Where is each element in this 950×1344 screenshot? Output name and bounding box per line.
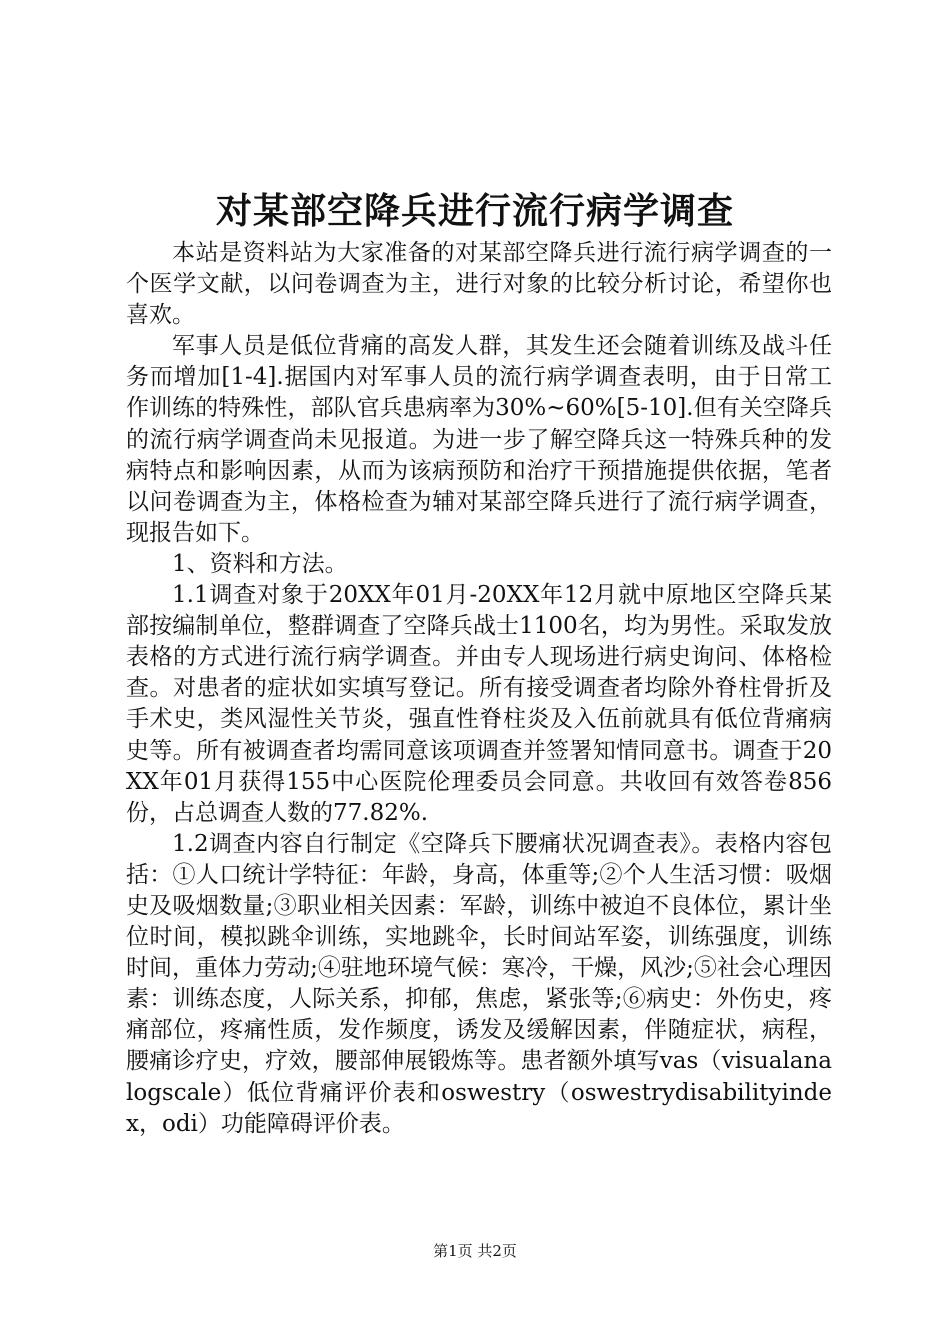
paragraph-survey-subjects: 1.1调查对象于20XX年01月-20XX年12月就中原地区空降兵某部按编制单位，整群调查了空降兵战士1100名，均为男性。采取发放表格的方式进行流行病学调查。并由专人现场进行病史询问、体格检查。对患者的症状如实填写登记。所有接受调查者均除外脊柱骨折及手术史，类风湿性关节炎，强直性脊柱炎及入伍前就具有低位背痛病史等。所有被调查者均需同意该项调查并签署知情同意书。调查于20XX年01月获得155中心医院伦理委员会同意。共收回有效答卷856份，占总调查人数的77.82%.: [126, 582, 832, 826]
section-heading-materials-methods: 1、资料和方法。: [172, 550, 348, 577]
document-body: [126, 238, 832, 1140]
document-title: 对某部空降兵进行流行病学调查: [215, 190, 734, 232]
paragraph-intro: 本站是资料站为大家准备的对某部空降兵进行流行病学调查的一个医学文献，以问卷调查为主，进行对象的比较分析讨论，希望你也喜欢。: [126, 240, 832, 329]
paragraph-background: 军事人员是低位背痛的高发人群，其发生还会随着训练及战斗任务而增加[1-4].据国内对军事人员的流行病学调查表明，由于日常工作训练的特殊性，部队官兵患病率为30%~60%[5-10].但有关空降兵的流行病学调查尚未见报道。为进一步了解空降兵这一特殊兵种的发病特点和影响因素，从而为该病预防和治疗干预措施提供依据，笔者以问卷调查为主，体格检查为辅对某部空降兵进行了流行病学调查，现报告如下。: [126, 333, 832, 546]
paragraph-survey-content: 1.2调查内容自行制定《空降兵下腰痛状况调查表》。表格内容包括：①人口统计学特征：年龄，身高，体重等;②个人生活习惯：吸烟史及吸烟数量;③职业相关因素：军龄，训练中被迫不良体位，累计坐位时间，模拟跳伞训练，实地跳伞，长时间站军姿，训练强度，训练时间，重体力劳动;④驻地环境气候：寒冷，干燥，风沙;⑤社会心理因素：训练态度，人际关系，抑郁，焦虑，紧张等;⑥病史：外伤史，疼痛部位，疼痛性质，发作频度，诱发及缓解因素，伴随症状，病程，腰痛诊疗史，疗效，腰部伸展锻炼等。患者额外填写vas（visualanalogscale）低位背痛评价表和oswestry（oswestrydisabilityindex，odi）功能障碍评价表。: [126, 830, 832, 1137]
page-footer: 第1页 共2页: [433, 1242, 517, 1260]
